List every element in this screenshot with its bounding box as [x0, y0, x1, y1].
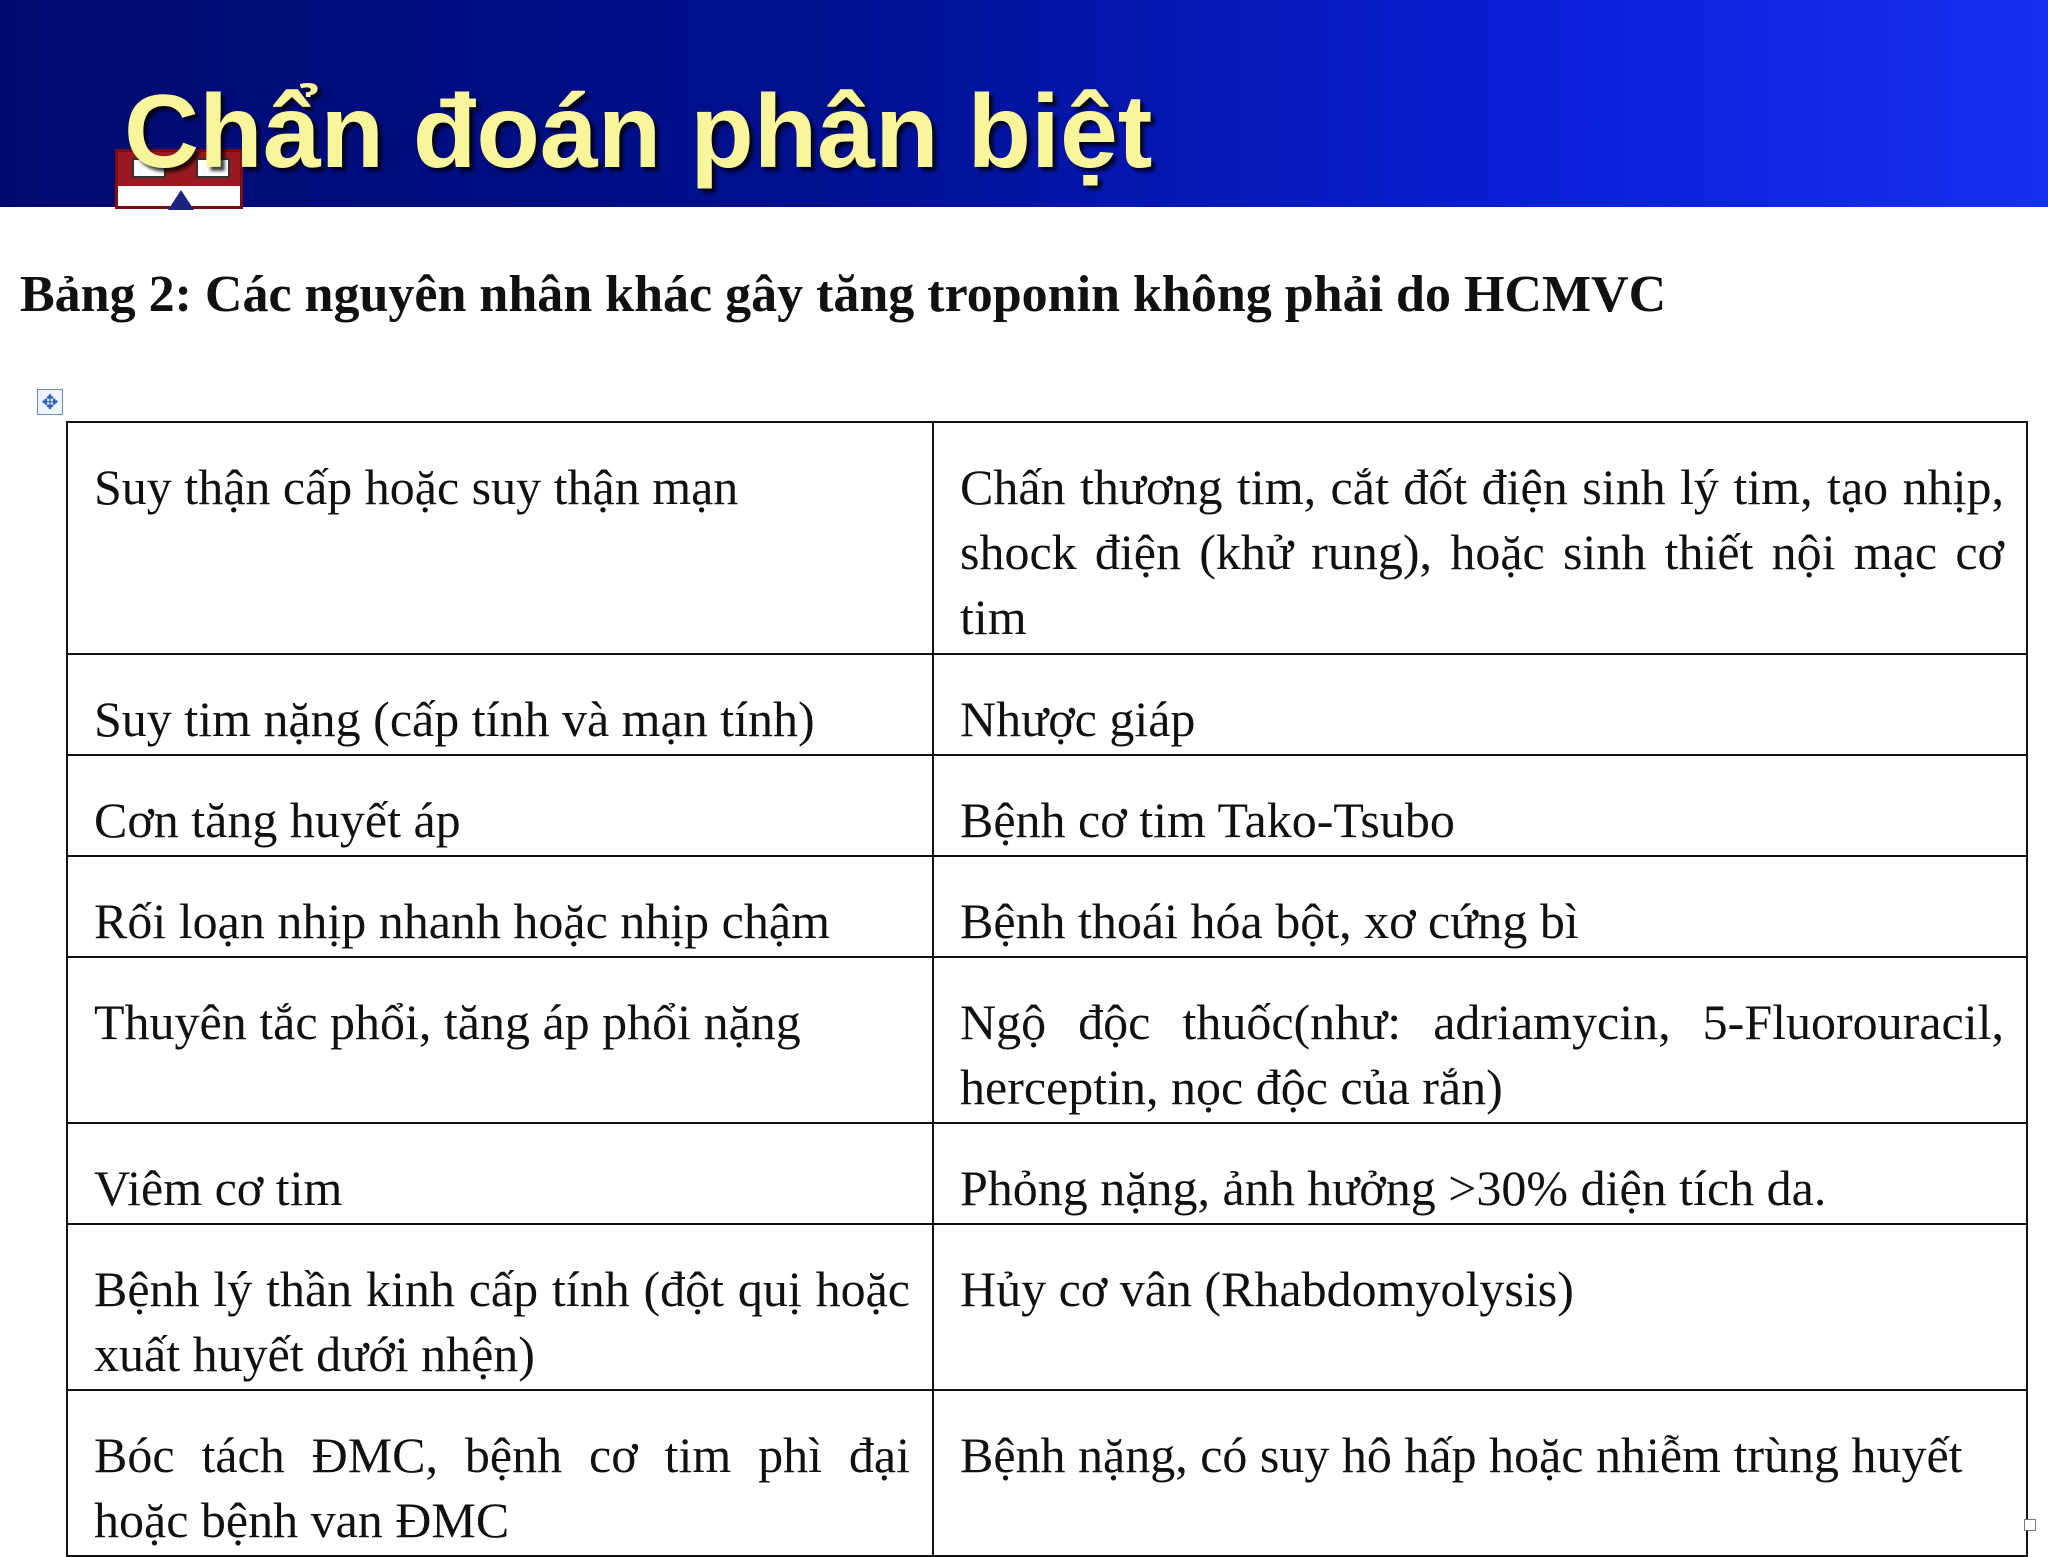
- table-cell-left: Bóc tách ĐMC, bệnh cơ tim phì đại hoặc bệnh van ĐMC: [67, 1390, 933, 1556]
- move-arrows-icon[interactable]: ✥: [37, 389, 63, 415]
- causes-table: [66, 421, 2028, 1557]
- table-cell-left: Cơn tăng huyết áp: [67, 755, 933, 856]
- table-cell-right: Nhược giáp: [933, 654, 2027, 755]
- table-caption: Bảng 2: Các nguyên nhân khác gây tăng troponin không phải do HCMVC: [20, 266, 1667, 323]
- table-cell-right: Chấn thương tim, cắt đốt điện sinh lý tim, tạo nhịp, shock điện (khử rung), hoặc sinh thiết nội mạc cơ tim: [933, 422, 2027, 654]
- table-row: [67, 856, 2027, 957]
- table-row: [67, 422, 2027, 654]
- table-row: [67, 1224, 2027, 1390]
- table-row: [67, 654, 2027, 755]
- slide-title: Chẩn đoán phân biệt: [124, 74, 1153, 190]
- table-cell-left: Suy tim nặng (cấp tính và mạn tính): [67, 654, 933, 755]
- table-cell-right: Hủy cơ vân (Rhabdomyolysis): [933, 1224, 2027, 1390]
- table-row: [67, 755, 2027, 856]
- table-cell-left: Suy thận cấp hoặc suy thận mạn: [67, 422, 933, 654]
- table-cell-right: Bệnh cơ tim Tako-Tsubo: [933, 755, 2027, 856]
- table-row: [67, 1390, 2027, 1556]
- table-row: [67, 1123, 2027, 1224]
- table-row: [67, 957, 2027, 1123]
- table-cell-right: Ngộ độc thuốc(như: adriamycin, 5-Fluorouracil, herceptin, nọc độc của rắn): [933, 957, 2027, 1123]
- table-cell-right: Bệnh thoái hóa bột, xơ cứng bì: [933, 856, 2027, 957]
- logo-chevron: [168, 190, 194, 210]
- table-cell-left: Viêm cơ tim: [67, 1123, 933, 1224]
- table-cell-left: Bệnh lý thần kinh cấp tính (đột quị hoặc xuất huyết dưới nhện): [67, 1224, 933, 1390]
- table-cell-right: Phỏng nặng, ảnh hưởng >30% diện tích da.: [933, 1123, 2027, 1224]
- table-cell-right: Bệnh nặng, có suy hô hấp hoặc nhiễm trùng huyết: [933, 1390, 2027, 1556]
- table-cell-left: Rối loạn nhịp nhanh hoặc nhịp chậm: [67, 856, 933, 957]
- table-cell-left: Thuyên tắc phổi, tăng áp phổi nặng: [67, 957, 933, 1123]
- resize-handle-icon[interactable]: [2024, 1519, 2036, 1531]
